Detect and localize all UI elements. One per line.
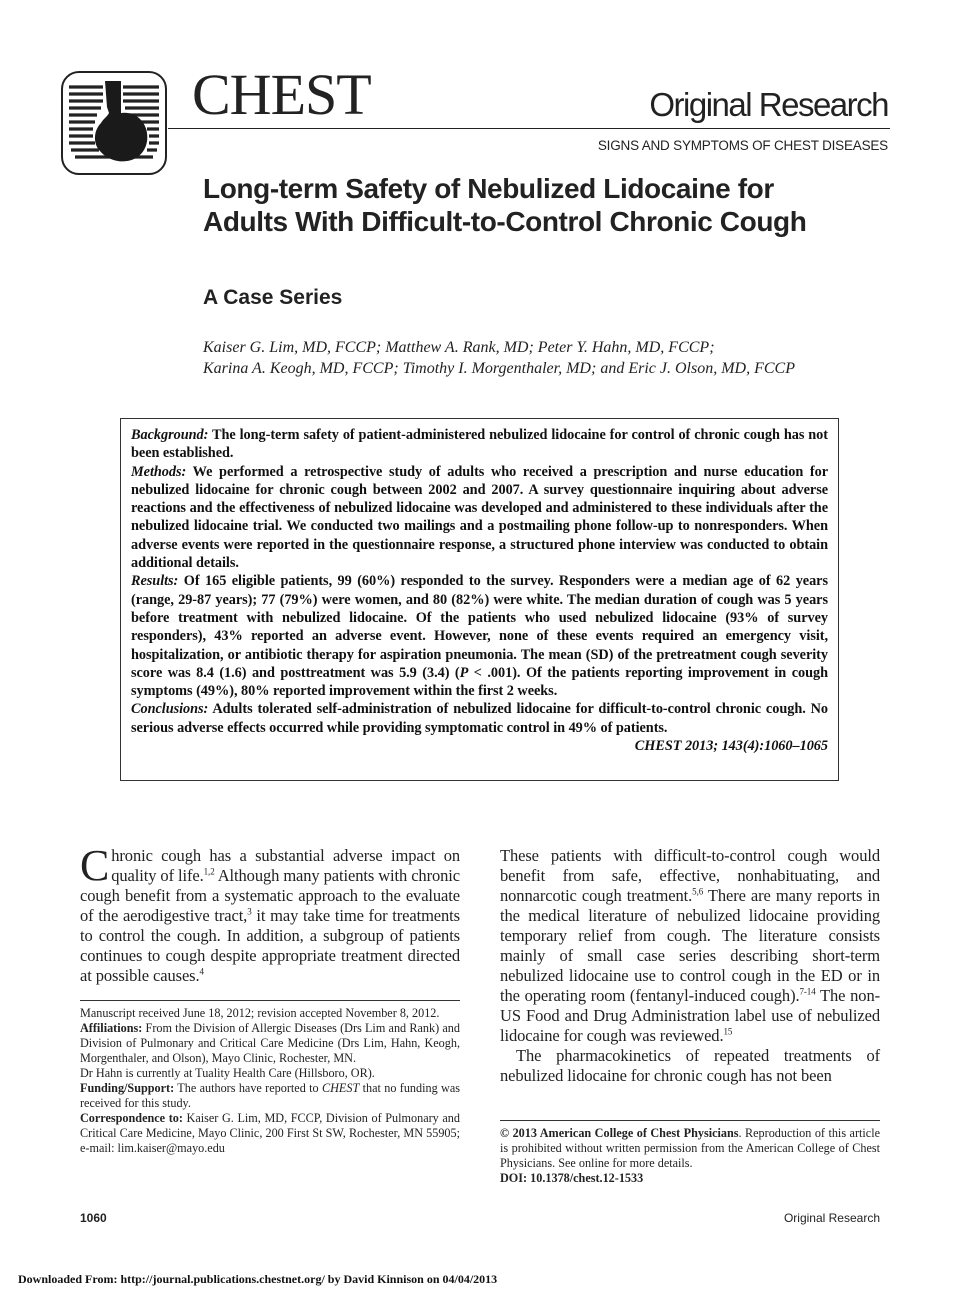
- abstract-text: [131, 426, 828, 755]
- funding-journal: CHEST: [321, 1081, 360, 1095]
- article-subtitle: A Case Series: [203, 286, 343, 309]
- right-text-3: The non-US Food and Drug Administration label use of nebulized lidocaine for cough was reviewed.: [500, 986, 880, 1045]
- ref-5-6: 5,6: [692, 886, 704, 897]
- footnote-hahn: Dr Hahn is currently at Tuality Health Care (Hillsboro, OR).: [80, 1066, 375, 1080]
- abstract-methods: [131, 463, 828, 573]
- results-label: Results:: [131, 573, 179, 590]
- intro-text-3: it may take time for treatments to control the cough. In addition, a subgroup of patients continues to cough despite appropriate treatment directed at possible causes.: [80, 906, 460, 985]
- funding-text-2: that no funding was received for this study.: [80, 1081, 460, 1110]
- footnote-affiliations: [80, 1021, 460, 1066]
- funding-text-1: The authors have reported to: [174, 1081, 322, 1095]
- affiliations-label: Affiliations:: [80, 1021, 143, 1035]
- footnote-rule: [80, 1000, 460, 1001]
- correspondence-text: Kaiser G. Lim, MD, FCCP, Division of Pulmonary and Critical Care Medicine, Mayo Clinic, 200 First St SW, Rochester, MN 55905; e-mail: lim.kaiser@mayo.edu: [80, 1111, 460, 1155]
- intro-text-2: Although many patients with chronic cough benefit from a systematic approach to the evaluate of the aerodigestive tract,: [80, 866, 460, 925]
- copyright-rule: [500, 1120, 880, 1121]
- body-column-right: [500, 846, 880, 1086]
- intro-paragraph: [80, 841, 460, 986]
- doi-line: [500, 1171, 880, 1186]
- methods-label: Methods:: [131, 463, 187, 480]
- right-paragraph-1: [500, 846, 880, 1046]
- right-text-2: There are many reports in the medical literature of nebulized lidocaine providing temporary relief from cough. The literature consists mainly of small case series describing short-term nebulized lidocaine use to control cough in the ED or in the operating room (fentanyl-induced cough).: [500, 886, 880, 1005]
- article-type: Original Research: [649, 86, 888, 123]
- doi-value: 10.1378/chest.12-1533: [527, 1171, 644, 1185]
- ref-1-2: 1,2: [203, 866, 215, 877]
- dropcap-letter: C: [80, 841, 110, 890]
- ref-15: 15: [723, 1026, 733, 1037]
- author-list: [203, 337, 903, 379]
- right-paragraph-2: The pharmacokinetics of repeated treatments of nebulized lidocaine for chronic cough has not been: [500, 1046, 880, 1085]
- section-label: SIGNS AND SYMPTOMS OF CHEST DISEASES: [597, 138, 888, 153]
- ref-7-14: 7-14: [799, 986, 816, 997]
- results-text: Of 165 eligible patients, 99 (60%) responded to the survey. Responders were a median age of 62 years (range, 29-87 years); 77 (79%) were women, and 80 (82%) were white. The median duration of cough was 5 years before treatment with nebulized lidocaine. Of the patients who used nebulized lidocaine (93% of survey responders), 43% reported an adverse event. However, none of these events required an emergency visit, hospitalization, or antibiotic therapy for aspiration pneumonia. The mean (SD) of the pretreatment cough severity score was 8.4 (1.6) and posttreatment was 5.9 (3.4) (: [131, 573, 828, 681]
- doi-label: DOI:: [500, 1171, 528, 1185]
- copyright-notice: [500, 1126, 880, 1186]
- download-notice: Downloaded From: http://journal.publications.chestnet.org/ by David Kinnison on 04/04/2013: [18, 1272, 498, 1286]
- p-value-symbol: P: [459, 664, 469, 681]
- footnote-funding: [80, 1081, 460, 1111]
- ref-4: 4: [199, 966, 204, 977]
- copyright-text: [500, 1126, 880, 1171]
- page-number: 1060: [80, 1211, 107, 1225]
- ref-3: 3: [247, 906, 252, 917]
- abstract-results: [131, 572, 828, 700]
- correspondence-label: Correspondence to:: [80, 1111, 183, 1125]
- body-column-left: [80, 841, 460, 986]
- footnotes: [80, 1006, 460, 1156]
- background-label: Background:: [131, 427, 209, 443]
- right-text-1: These patients with difficult-to-control cough would benefit from safe, effective, nonhabituating, and nonnarcotic cough treatment.: [500, 846, 880, 905]
- conclusions-label: Conclusions:: [131, 701, 209, 718]
- conclusions-text: Adults tolerated self-administration of nebulized lidocaine for difficult-to-control chronic cough. No serious adverse effects occurred while providing symptomatic control in 49% of patients.: [131, 701, 828, 736]
- intro-text-1: hronic cough has a substantial adverse impact on quality of life.: [111, 846, 460, 885]
- lungs-emblem-icon: [63, 73, 165, 173]
- results-text-end: < .001). Of the patients reporting improvement in cough symptoms (49%), 80% reported improvement within the first 2 weeks.: [131, 664, 828, 700]
- copyright-holder: © 2013 American College of Chest Physicians: [500, 1126, 739, 1140]
- funding-label: Funding/Support:: [80, 1081, 175, 1095]
- affiliations-text: From the Division of Allergic Diseases (Drs Lim and Rank) and Division of Pulmonary and Critical Care Medicine (Drs Lim, Hahn, Keogh, Morgenthaler, and Olson), Mayo Clinic, Rochester, MN.: [80, 1021, 460, 1065]
- methods-text: We performed a retrospective study of adults who received a prescription and nurse education for nebulized lidocaine for chronic cough between 2002 and 2007. A survey questionnaire inquiring about adverse reactions and the effectiveness of nebulized lidocaine was developed and administered to these individuals after the nebulized lidocaine trial. We conducted two mailings and a postmailing phone follow-up to nonresponders. When adverse events were reported in the questionnaire response, a structured phone interview was conducted to obtain additional details.: [131, 463, 828, 572]
- authors-line-2: Karina A. Keogh, MD, FCCP; Timothy I. Morgenthaler, MD; and Eric J. Olson, MD, FCCP: [203, 360, 795, 377]
- journal-name: CHEST: [192, 62, 371, 127]
- abstract-conclusions: [131, 700, 828, 755]
- header-rule: [168, 128, 890, 129]
- authors-line-1: Kaiser G. Lim, MD, FCCP; Matthew A. Rank, MD; Peter Y. Hahn, MD, FCCP;: [203, 339, 715, 356]
- footnote-received: Manuscript received June 18, 2012; revision accepted November 8, 2012.: [80, 1006, 440, 1020]
- background-text: The long-term safety of patient-administered nebulized lidocaine for control of chronic cough has not been established.: [131, 427, 828, 462]
- footer-label: Original Research: [783, 1211, 880, 1225]
- chest-lungs-logo-icon: [61, 71, 167, 175]
- article-title: Long-term Safety of Nebulized Lidocaine for Adults With Difficult-to-Control Chronic Cough: [203, 173, 807, 237]
- abstract-background: [131, 426, 828, 463]
- footnote-correspondence: [80, 1111, 460, 1156]
- citation: CHEST 2013; 143(4):1060–1065: [634, 738, 828, 755]
- abstract-box: [120, 418, 839, 781]
- copyright-body: . Reproduction of this article is prohibited without written permission from the American College of Chest Physicians. See online for more details.: [500, 1126, 880, 1170]
